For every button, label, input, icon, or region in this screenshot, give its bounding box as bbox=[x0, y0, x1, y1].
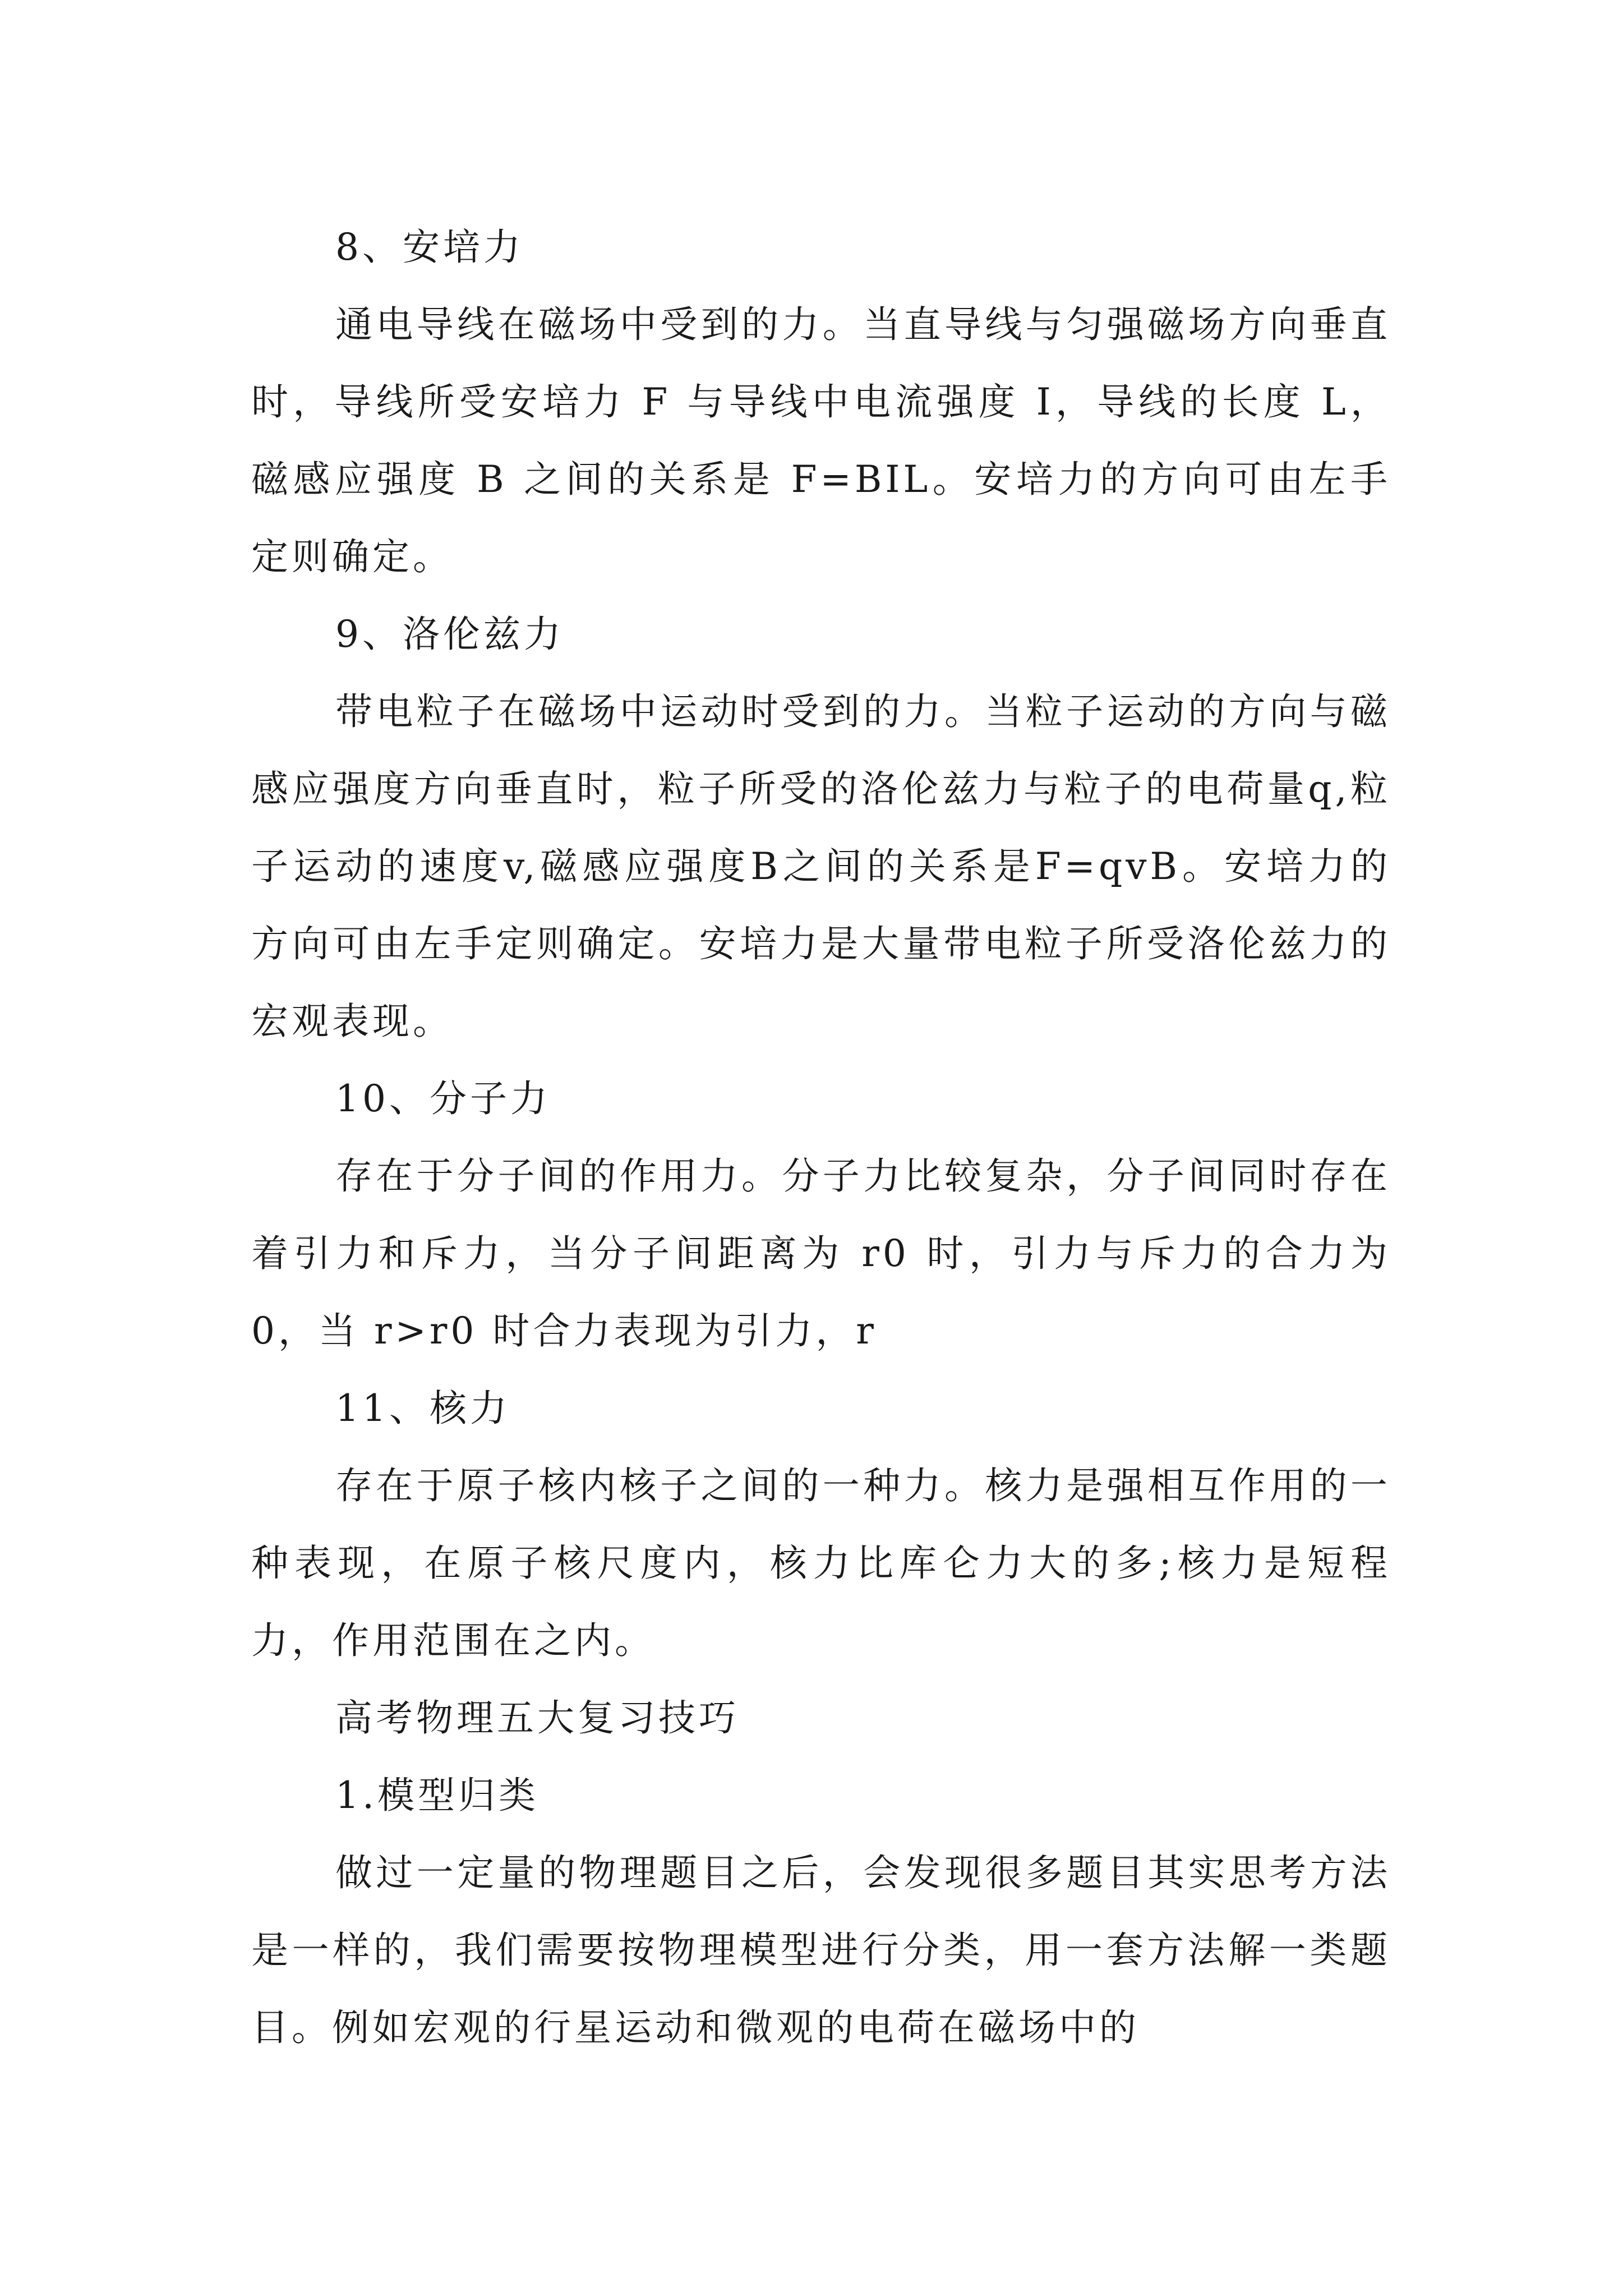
heading-lorentz-force: 9、洛伦兹力 bbox=[335, 613, 564, 656]
document-body bbox=[251, 209, 1391, 2067]
paragraph-lorentz-force: 带电粒子在磁场中运动时受到的力。当粒子运动的方向与磁感应强度方向垂直时，粒子所受的洛伦兹力与粒子的电荷量q,粒子运动的速度v,磁感应强度B之间的关系是F=qvB。安培力的方向可由左手定则确定。安培力是大量带电粒子所受洛伦兹力的宏观表现。 bbox=[251, 690, 1391, 1043]
paragraph-nuclear-force: 存在于原子核内核子之间的一种力。核力是强相互作用的一种表现，在原子核尺度内，核力比库仑力大的多;核力是短程力，作用范围在之内。 bbox=[251, 1464, 1391, 1662]
paragraph-model-classification: 做过一定量的物理题目之后，会发现很多题目其实思考方法是一样的，我们需要按物理模型进行分类，用一套方法解一类题目。例如宏观的行星运动和微观的电荷在磁场中的 bbox=[251, 1851, 1391, 2049]
heading-molecular-force: 10、分子力 bbox=[335, 1077, 551, 1120]
heading-model-classification: 1.模型归类 bbox=[335, 1774, 539, 1817]
heading-ampere-force: 8、安培力 bbox=[335, 226, 524, 269]
paragraph-ampere-force: 通电导线在磁场中受到的力。当直导线与匀强磁场方向垂直时，导线所受安培力 F 与导线中电流强度 I，导线的长度 L，磁感应强度 B 之间的关系是 F=BIL。安培力的方向可由左手定则确定。 bbox=[251, 303, 1391, 578]
paragraph-molecular-force: 存在于分子间的作用力。分子力比较复杂，分子间同时存在着引力和斥力，当分子间距离为 r0 时，引力与斥力的合力为 0，当 r>r0 时合力表现为引力，r bbox=[251, 1154, 1391, 1352]
section-title-review-tips: 高考物理五大复习技巧 bbox=[335, 1696, 739, 1740]
heading-nuclear-force: 11、核力 bbox=[335, 1387, 510, 1430]
